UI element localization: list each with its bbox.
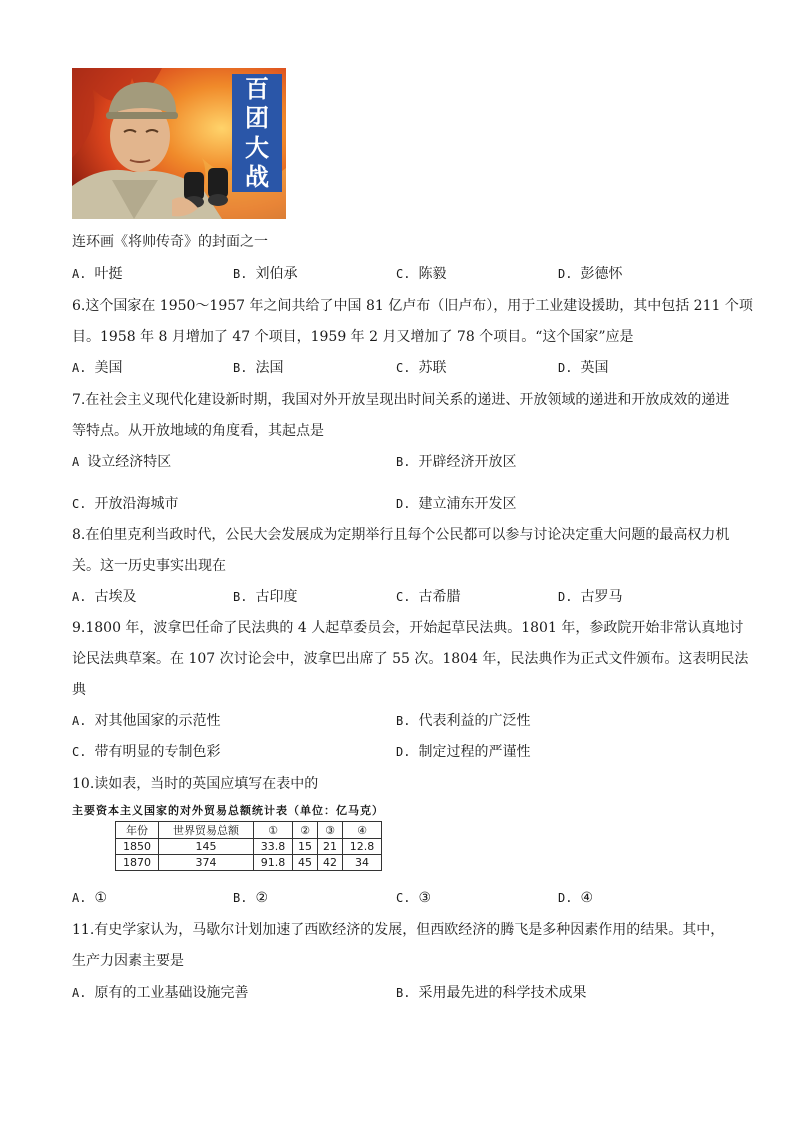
- option-key: B.: [233, 267, 248, 281]
- option-key: A: [72, 455, 80, 469]
- option-key: A.: [72, 986, 87, 1000]
- trade-table: [115, 821, 382, 871]
- option-text: 陈毅: [418, 266, 447, 282]
- option-text: 对其他国家的示范性: [94, 713, 221, 729]
- q10-option-d[interactable]: [558, 888, 593, 908]
- option-key: B.: [396, 455, 411, 469]
- q11-stem-line: 生产力因素主要是: [72, 953, 184, 969]
- option-text: 法国: [255, 360, 284, 376]
- option-key: C.: [396, 590, 411, 604]
- table-cell: 33.8: [254, 839, 293, 855]
- option-text: 开放沿海城市: [94, 496, 179, 512]
- option-text: 刘伯承: [255, 266, 298, 282]
- option-text: 苏联: [418, 360, 447, 376]
- table-cell: 45: [293, 855, 318, 871]
- table-header-cell: 年份: [116, 822, 159, 839]
- option-text: 带有明显的专制色彩: [94, 744, 221, 760]
- q8-stem-line: 关。这一历史事实出现在: [72, 558, 226, 574]
- option-key: D.: [558, 891, 573, 905]
- comic-cover-image: [72, 68, 286, 219]
- option-key: D.: [396, 745, 411, 759]
- option-key: D.: [558, 267, 573, 281]
- option-text: 古罗马: [580, 589, 623, 605]
- option-key: C.: [72, 497, 87, 511]
- table-caption: 主要资本主义国家的对外贸易总额统计表（单位：亿马克）: [72, 804, 384, 817]
- option-key: D.: [558, 361, 573, 375]
- q9-stem-line: 典: [72, 682, 86, 698]
- option-text: 采用最先进的科学技术成果: [418, 985, 587, 1001]
- q6-stem-line: 6.这个国家在 1950～1957 年之间共给了中国 81 亿卢布（旧卢布），用于工业建设援助，其中包括 211 个项: [72, 298, 753, 314]
- option-key: A.: [72, 361, 87, 375]
- table-header-cell: ①: [254, 822, 293, 839]
- table-cell: 12.8: [343, 839, 382, 855]
- option-key: C.: [72, 745, 87, 759]
- option-key: A.: [72, 267, 87, 281]
- q6-option-a[interactable]: [72, 358, 122, 378]
- option-text: 原有的工业基础设施完善: [94, 985, 249, 1001]
- q6-option-c[interactable]: [396, 358, 446, 378]
- q6-stem-line: 目。1958 年 8 月增加了 47 个项目，1959 年 2 月又增加了 78 个项目。“这个国家”应是: [72, 329, 634, 345]
- table-header-cell: ③: [318, 822, 343, 839]
- option-text: ④: [580, 890, 594, 906]
- table-row: [116, 855, 382, 871]
- option-text: 建立浦东开发区: [418, 496, 517, 512]
- q5-option-d[interactable]: [558, 264, 622, 284]
- option-text: 彭德怀: [580, 266, 623, 282]
- table-cell: 1870: [116, 855, 159, 871]
- q8-option-a[interactable]: [72, 587, 136, 607]
- q9-stem-line: 论民法典草案。在 107 次讨论会中，波拿巴出席了 55 次。1804 年，民法典作为正式文件颁布。这表明民法: [72, 651, 749, 667]
- cover-title-char: 百: [245, 74, 269, 103]
- q8-stem-line: 8.在伯里克利当政时代，公民大会发展成为定期举行且每个公民都可以参与讨论决定重大问题的最高权力机: [72, 527, 730, 543]
- table-header-cell: ②: [293, 822, 318, 839]
- q7-option-c[interactable]: [72, 494, 178, 514]
- q11-stem-line: 11.有史学家认为，马歇尔计划加速了西欧经济的发展，但西欧经济的腾飞是多种因素作用的结果。其中，: [72, 922, 725, 938]
- q6-option-b[interactable]: [233, 358, 283, 378]
- q10-option-c[interactable]: [396, 888, 431, 908]
- table-cell: 145: [159, 839, 254, 855]
- q7-option-a[interactable]: [72, 452, 171, 472]
- q8-option-b[interactable]: [233, 587, 297, 607]
- q7-option-b[interactable]: [396, 452, 516, 472]
- table-cell: 374: [159, 855, 254, 871]
- option-key: B.: [396, 986, 411, 1000]
- q9-option-a[interactable]: [72, 711, 220, 731]
- q8-option-c[interactable]: [396, 587, 460, 607]
- option-text: ③: [418, 890, 432, 906]
- option-text: 古希腊: [418, 589, 461, 605]
- cover-title-sign: [232, 74, 282, 192]
- table-cell: 91.8: [254, 855, 293, 871]
- option-key: C.: [396, 891, 411, 905]
- q5-option-c[interactable]: [396, 264, 446, 284]
- option-key: B.: [396, 714, 411, 728]
- option-text: 美国: [94, 360, 123, 376]
- table-header-cell: ④: [343, 822, 382, 839]
- cover-title-char: 团: [245, 104, 269, 133]
- option-key: B.: [233, 891, 248, 905]
- table-cell: 1850: [116, 839, 159, 855]
- option-text: ①: [94, 890, 108, 906]
- q10-option-a[interactable]: [72, 888, 107, 908]
- option-text: 英国: [580, 360, 609, 376]
- q5-option-a[interactable]: [72, 264, 122, 284]
- option-text: 设立经济特区: [87, 454, 172, 470]
- option-key: C.: [396, 267, 411, 281]
- option-key: A.: [72, 590, 87, 604]
- q5-option-b[interactable]: [233, 264, 297, 284]
- option-text: 叶挺: [94, 266, 123, 282]
- q10-option-b[interactable]: [233, 888, 268, 908]
- q9-option-c[interactable]: [72, 742, 220, 762]
- q9-option-b[interactable]: [396, 711, 530, 731]
- cover-title-char: 战: [245, 163, 269, 192]
- q6-option-d[interactable]: [558, 358, 608, 378]
- option-text: 开辟经济开放区: [418, 454, 517, 470]
- option-text: ②: [255, 890, 269, 906]
- option-text: 古印度: [255, 589, 298, 605]
- option-key: B.: [233, 361, 248, 375]
- option-key: D.: [396, 497, 411, 511]
- option-text: 古埃及: [94, 589, 137, 605]
- q7-stem-line: 等特点。从开放地域的角度看，其起点是: [72, 423, 324, 439]
- q10-stem: 10.读如表，当时的英国应填写在表中的: [72, 776, 319, 792]
- option-key: B.: [233, 590, 248, 604]
- table-cell: 42: [318, 855, 343, 871]
- option-key: C.: [396, 361, 411, 375]
- q7-stem-line: 7.在社会主义现代化建设新时期，我国对外开放呈现出时间关系的递进、开放领域的递进和开放成效的递进: [72, 392, 730, 408]
- option-key: A.: [72, 714, 87, 728]
- q7-option-d[interactable]: [396, 494, 516, 514]
- q11-option-a[interactable]: [72, 983, 248, 1003]
- q9-option-d[interactable]: [396, 742, 530, 762]
- option-text: 代表利益的广泛性: [418, 713, 531, 729]
- q11-option-b[interactable]: [396, 983, 586, 1003]
- table-header-cell: 世界贸易总额: [159, 822, 254, 839]
- option-key: D.: [558, 590, 573, 604]
- option-key: A.: [72, 891, 87, 905]
- table-cell: 15: [293, 839, 318, 855]
- table-header-row: [116, 822, 382, 839]
- q8-option-d[interactable]: [558, 587, 622, 607]
- cover-title-char: 大: [245, 133, 269, 162]
- option-text: 制定过程的严谨性: [418, 744, 531, 760]
- table-cell: 21: [318, 839, 343, 855]
- image-caption: 连环画《将帅传奇》的封面之一: [72, 234, 268, 250]
- q9-stem-line: 9.1800 年，波拿巴任命了民法典的 4 人起草委员会，开始起草民法典。1801 年，参政院开始非常认真地讨: [72, 620, 744, 636]
- table-cell: 34: [343, 855, 382, 871]
- table-row: [116, 839, 382, 855]
